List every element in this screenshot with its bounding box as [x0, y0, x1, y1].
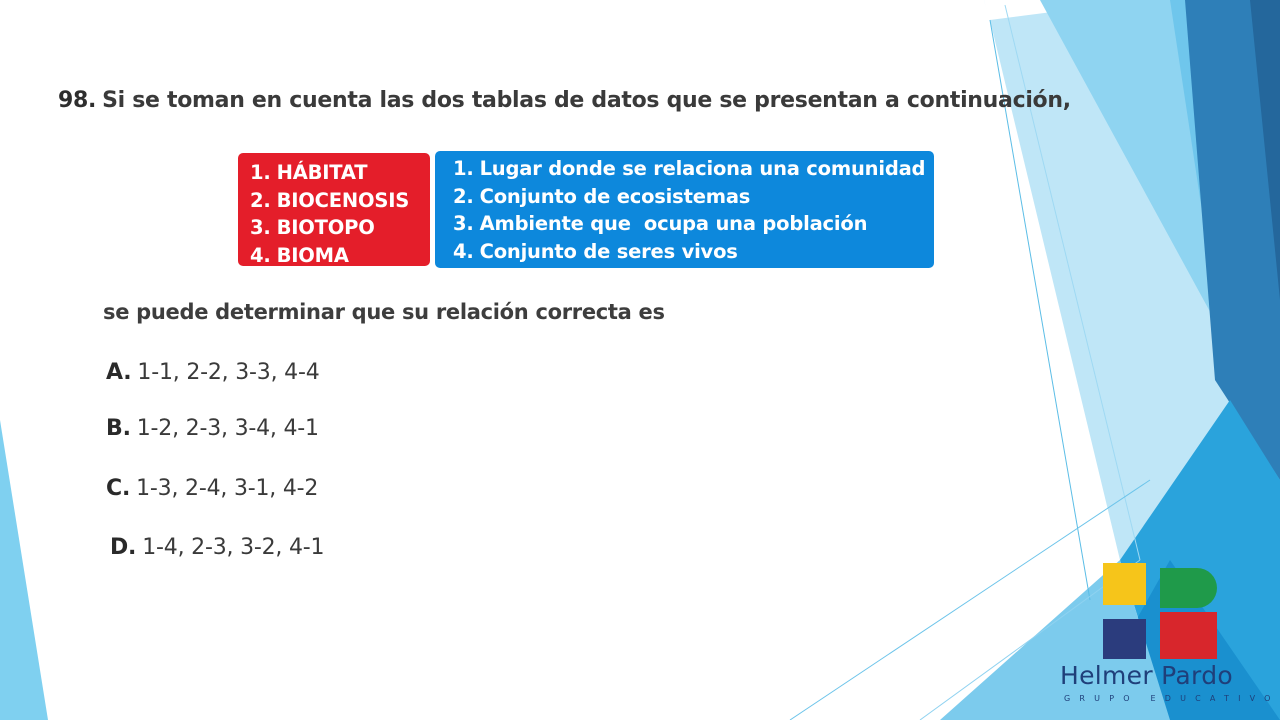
row-label: Conjunto de ecosistemas	[479, 184, 751, 208]
row-number: 3.	[250, 216, 271, 239]
option-text: 1-4, 2-3, 3-2, 4-1	[142, 535, 325, 560]
concepts-table	[238, 153, 430, 266]
option-letter: A.	[106, 360, 132, 385]
row-label: Conjunto de seres vivos	[479, 239, 738, 263]
row-number: 2.	[453, 184, 474, 208]
concept-row	[250, 214, 430, 242]
logo-tagline: GRUPO EDUCATIVO	[1064, 694, 1280, 703]
question-text: Si se toman en cuenta las dos tablas de datos que se presentan a continuación,	[102, 88, 1071, 113]
row-number: 1.	[250, 161, 271, 184]
definition-row	[453, 238, 934, 266]
row-number: 1.	[453, 157, 474, 180]
definitions-table	[435, 151, 934, 268]
row-label: Lugar donde se relaciona una comunidad	[479, 157, 926, 180]
answer-option-d[interactable]	[110, 535, 324, 560]
row-number: 4.	[453, 239, 474, 263]
row-number: 2.	[250, 188, 271, 212]
answer-option-b[interactable]	[106, 416, 319, 441]
concept-row	[250, 242, 430, 270]
option-text: 1-3, 2-4, 3-1, 4-2	[136, 476, 319, 501]
concept-row	[250, 187, 430, 215]
option-letter: D.	[110, 535, 137, 560]
option-letter: B.	[106, 416, 131, 441]
logo-navy-square	[1103, 619, 1146, 659]
row-label: BIOCENOSIS	[276, 188, 410, 212]
answer-option-a[interactable]	[106, 360, 320, 385]
data-tables	[238, 151, 934, 268]
logo-yellow-square	[1103, 563, 1146, 605]
logo-red-shape	[1160, 612, 1217, 659]
option-letter: C.	[106, 476, 131, 501]
answer-option-c[interactable]	[106, 476, 318, 501]
row-number: 3.	[453, 212, 474, 235]
row-label: HÁBITAT	[276, 161, 368, 184]
question-title	[58, 88, 1071, 113]
definition-row	[453, 155, 934, 183]
row-number: 4.	[250, 243, 271, 267]
definition-row	[453, 183, 934, 211]
row-label: Ambiente que ocupa una población	[479, 212, 868, 235]
brand-logo	[1056, 560, 1280, 710]
option-text: 1-1, 2-2, 3-3, 4-4	[137, 360, 320, 385]
concept-row	[250, 159, 430, 187]
logo-green-shape	[1160, 568, 1217, 608]
question-prompt: se puede determinar que su relación correcta es	[103, 300, 665, 324]
row-label: BIOMA	[276, 243, 349, 267]
logo-name: Helmer Pardo	[1060, 661, 1233, 690]
row-label: BIOTOPO	[276, 216, 375, 239]
question-number: 98.	[58, 88, 97, 113]
option-text: 1-2, 2-3, 3-4, 4-1	[136, 416, 319, 441]
definition-row	[453, 210, 934, 238]
